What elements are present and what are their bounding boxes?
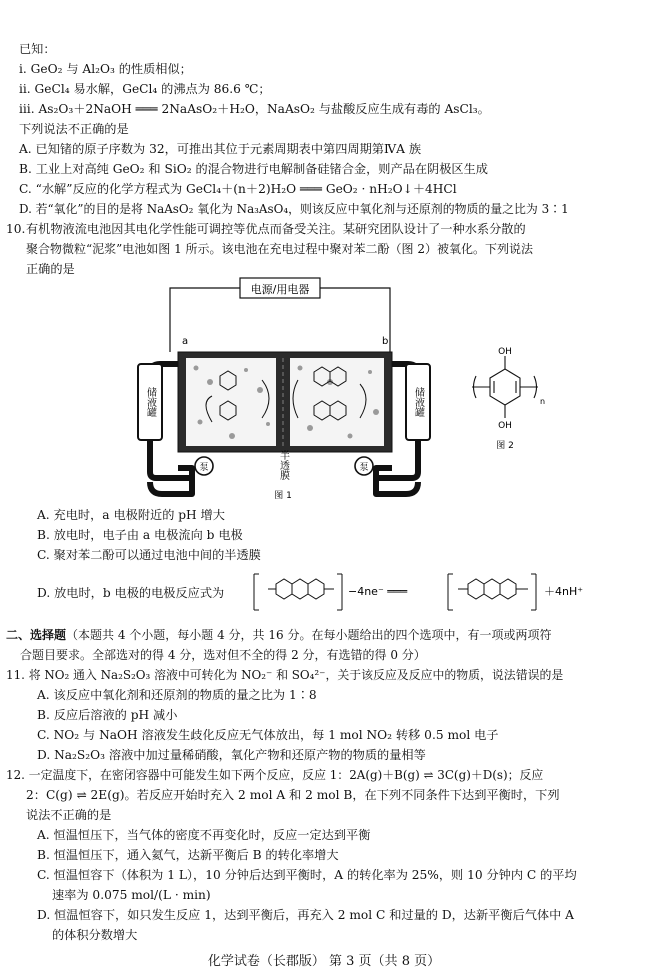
electrode-b-label: b	[382, 336, 389, 347]
q12-option-d: D. 恒温恒容下，如只发生反应 1，达到平衡后，再充入 2 mol C 和过量的 D，达新平衡后气体中 A	[37, 908, 574, 922]
fig2-structure	[472, 356, 538, 418]
known-label: 已知：	[19, 42, 56, 56]
option-d-suffix: ＋4nH⁺	[544, 585, 584, 598]
oh-bottom: OH	[498, 421, 512, 431]
section2-instruction-1: （本题共 4 个小题，每小题 4 分，共 16 分。在每小题给出的四个选项中，有一项或两项符	[66, 628, 552, 642]
option-d-middle: −4ne⁻ ═══	[348, 585, 408, 598]
q12-stem-3: 说法不正确的是	[26, 808, 112, 822]
q9-option-b: B. 工业上对高纯 GeO₂ 和 SiO₂ 的混合物进行电解制备硅锗合金，则产品在阴极区生成	[19, 162, 488, 176]
section2-heading: 二、选择题	[6, 628, 67, 642]
fact-3: ⅲ. As₂O₃＋2NaOH ═══ 2NaAsO₂＋H₂O，NaAsO₂ 与盐酸反应生成有毒的 AsCl₃。	[19, 102, 490, 116]
q10-number: 10.	[6, 222, 26, 236]
q11-option-c: C. NO₂ 与 NaOH 溶液发生歧化反应无气体放出，每 1 mol NO₂ 转移 0.5 mol 电子	[37, 728, 499, 742]
q10-option-a: A. 充电时，a 电极附近的 pH 增大	[37, 508, 225, 522]
q10-stem-2: 聚合物微粒“泥浆”电池如图 1 所示。该电池在充电过程中聚对苯二酚（图 2）被氧化。下列说法	[26, 242, 533, 256]
q9-option-d: D. 若“氧化”的目的是将 NaAsO₂ 氧化为 Na₃AsO₄，则该反应中氧化剂与还原剂的物质的量之比为 3∶1	[19, 202, 569, 216]
q11-option-a: A. 该反应中氧化剂和还原剂的物质的量之比为 1∶8	[37, 688, 317, 702]
electrode-a-label: a	[182, 336, 189, 347]
q11-stem: 11. 将 NO₂ 通入 Na₂S₂O₃ 溶液中可转化为 NO₂⁻ 和 SO₄²⁻，关于该反应及反应中的物质，说法错误的是	[6, 668, 564, 682]
battery-diagram	[0, 272, 648, 502]
q10-stem-1: 有机物液流电池因其电化学性能可调控等优点而备受关注。某研究团队设计了一种水系分散的	[26, 222, 526, 236]
q9-prompt: 下列说法不正确的是	[19, 122, 129, 136]
q10-stem-3: 正确的是	[26, 262, 75, 276]
option-d-equation	[248, 570, 648, 614]
electrolyte-left	[186, 358, 276, 446]
section2-instruction-2: 合题目要求。全部选对的得 4 分，选对但不全的得 2 分，有选错的得 0 分）	[20, 648, 426, 662]
subscript-n: n	[540, 397, 546, 406]
section2-line1	[6, 627, 551, 643]
q9-option-c: C. “水解”反应的化学方程式为 GeCl₄＋(n＋2)H₂O ═══ GeO₂ · nH₂O↓＋4HCl	[19, 182, 457, 196]
fact-2: ⅱ. GeCl₄ 易水解，GeCl₄ 的沸点为 86.6 ℃；	[19, 82, 271, 96]
q10-option-c: C. 聚对苯二酚可以通过电池中间的半透膜	[37, 548, 261, 562]
oh-top: OH	[498, 347, 512, 357]
pump-left-label: 泵	[199, 463, 209, 473]
q12-option-d-cont: 的体积分数增大	[52, 928, 138, 942]
q12-option-c: C. 恒温恒容下（体积为 1 L），10 分钟后达到平衡时，A 的转化率为 25%，则 10 分钟内 C 的平均	[37, 868, 577, 882]
tank-right-label: 储液罐	[412, 387, 424, 417]
fact-1: ⅰ. GeO₂ 与 Al₂O₃ 的性质相似；	[19, 62, 192, 76]
q12-option-a: A. 恒温恒压下，当气体的密度不再变化时，反应一定达到平衡	[37, 828, 371, 842]
page-footer: 化学试卷（长郡版） 第 3 页（共 8 页）	[207, 954, 441, 969]
q12-option-b: B. 恒温恒压下，通入氦气，达新平衡后 B 的转化率增大	[37, 848, 339, 862]
pump-right-label: 泵	[359, 463, 369, 473]
q9-option-a: A. 已知锗的原子序数为 32，可推出其位于元素周期表中第四周期第ⅣA 族	[19, 142, 422, 156]
q10-option-d-prefix: D. 放电时，b 电极的电极反应式为	[37, 586, 225, 600]
device-label: 电源/用电器	[250, 283, 310, 296]
membrane-label: 半透膜	[277, 450, 289, 480]
q11-option-b: B. 反应后溶液的 pH 减小	[37, 708, 178, 722]
q10-option-b: B. 放电时，电子由 a 电极流向 b 电极	[37, 528, 243, 542]
fig2-caption: 图 2	[496, 441, 514, 451]
q12-option-c-cont: 速率为 0.075 mol/(L · min)	[52, 888, 211, 902]
q12-stem-2: 2：C(g) ⇌ 2E(g)。若反应开始时充入 2 mol A 和 2 mol B，在下列不同条件下达到平衡时，下列	[26, 788, 560, 802]
fig1-caption: 图 1	[274, 491, 292, 501]
q11-option-d: D. Na₂S₂O₃ 溶液中加过量稀硝酸，氧化产物和还原产物的物质的量相等	[37, 748, 426, 762]
q12-stem-1: 12. 一定温度下，在密闭容器中可能发生如下两个反应，反应 1：2A(g)＋B(g) ⇌ 3C(g)＋D(s)；反应	[6, 768, 544, 782]
tank-left-label: 储液罐	[144, 387, 156, 417]
